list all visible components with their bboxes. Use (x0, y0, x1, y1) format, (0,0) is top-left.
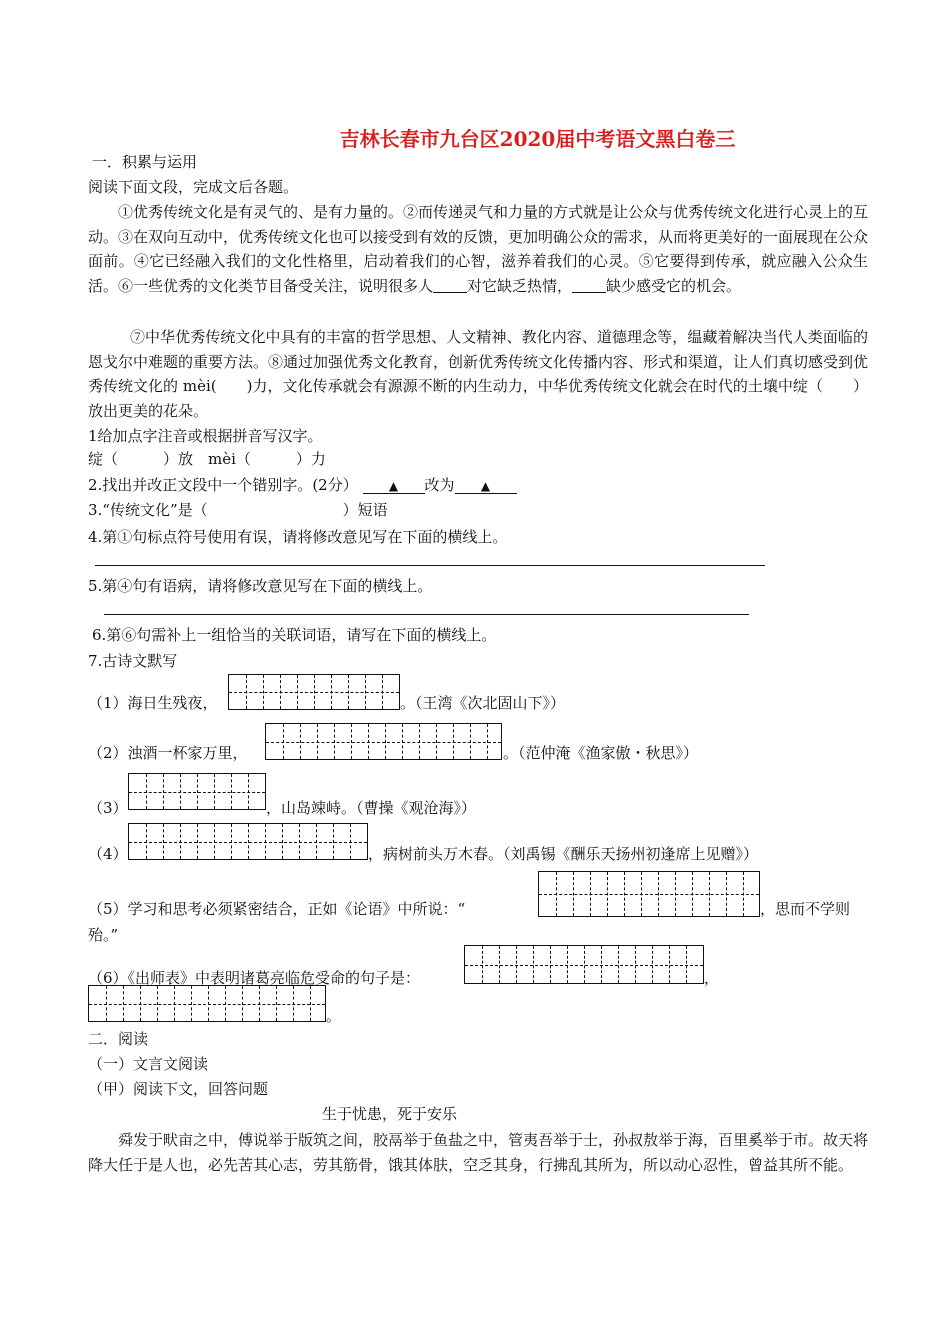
question-1-line: 绽（ ）放 mèi（ ）力 (88, 450, 326, 468)
document-title: 吉林长春市九台区2020届中考语文黑白卷三 (339, 127, 736, 151)
answer-line-4[interactable] (95, 565, 765, 566)
para1-text-c: 缺少感受它的机会。 (606, 276, 742, 295)
passage-paragraph-2: ⑦中华优秀传统文化中具有的丰富的哲学思想、人文精神、教化内容、道德理念等，缊藏着解决当代人类面临的恩戈尔中难题的重要方法。⑧通过加强优秀文化教育，创新优秀传统文化传播内容、形式和渠道，让人们真切感受到优秀传统文化的 mèi( )力，文化传承就会有源源不断的内生动力，中华优秀传统文化就会在时代的土壤中绽（ ）放出更美的花朵。 (88, 328, 869, 420)
passage-paragraph-1 (88, 200, 868, 298)
answer-grid-6b[interactable] (88, 985, 326, 1022)
question-1: 1给加点字注音或根据拼音写汉字。 (88, 427, 323, 445)
question-4: 4.第①句标点符号使用有误，请将修改意见写在下面的横线上。 (88, 528, 508, 546)
essay-body: 舜发于畎亩之中，傅说举于版筑之间，胶鬲举于鱼盐之中，管夷吾举于士，孙叔敖举于海，百里奚举于市。故天将降大任于是人也，必先苦其心志，劳其筋骨，饿其体肤，空乏其身，行拂乱其所为，所以动心忍性，曾益其所不能。 (88, 1131, 869, 1174)
essay-title: 生于忧患，死于安乐 (322, 1105, 458, 1123)
para1-text: ①优秀传统文化是有灵气的、是有力量的。②而传递灵气和力量的方式就是让公众与优秀传统文化进行心灵上的互动。③在双向互动中，优秀传统文化也可以接受到有效的反馈，更加明确公众的需求，从而将更美好的一面展现在公众面前。④它已经融入我们的文化性格里，启动着我们的心智，滋养着我们的心灵。⑤它要得到传承，就应融入公众生活。⑥一些优秀的文化类节目备受关注，说明很多人 (88, 203, 869, 295)
answer-blank-right[interactable]: ▲ (455, 479, 517, 494)
poem-5-prefix: （5）学习和思考必须紧密结合，正如《论语》中所说：“ (88, 900, 466, 918)
answer-blank-wrong[interactable]: ▲ (363, 479, 425, 494)
poem-4-source: ，病树前头万木春。（刘禹锡《酬乐天扬州初逢席上见赠》） (368, 845, 759, 863)
poem-2-source: 。（范仲淹《渔家傲・秋思》） (503, 744, 699, 762)
question-7: 7.古诗文默写 (88, 652, 178, 670)
poem-1-source: 。（王湾《次北固山下》） (400, 694, 566, 712)
poem-6-comma: ， (704, 969, 720, 987)
answer-grid-5[interactable] (538, 871, 760, 917)
question-6: 6.第⑥句需补上一组恰当的关联词语，请写在下面的横线上。 (92, 626, 497, 644)
poem-2-prefix: （2）浊酒一杯家万里， (88, 744, 248, 762)
question-2-change: 改为 (424, 476, 455, 494)
poem-3-prefix: （3） (88, 799, 128, 817)
question-2 (88, 474, 517, 496)
poem-6-end: 。 (326, 1007, 342, 1025)
answer-blank[interactable] (572, 278, 606, 293)
question-2-text: 2.找出并改正文段中一个错别字。(2分） (88, 476, 358, 494)
section1-intro: 阅读下面文段，完成文后各题。 (88, 178, 299, 196)
answer-blank[interactable] (433, 278, 467, 293)
poem-5-end: 殆。” (88, 926, 119, 944)
para1-text-b: 对它缺乏热情， (467, 276, 573, 295)
answer-grid-6a[interactable] (464, 945, 704, 984)
poem-6-prefix: （6）《出师表》中表明诸葛亮临危受命的句子是： (88, 969, 421, 987)
answer-grid-1[interactable] (228, 674, 400, 710)
section2-heading: 二．阅读 (88, 1030, 149, 1048)
answer-grid-4[interactable] (128, 823, 368, 860)
poem-3-source: ，山岛竦峙。（曹操《观沧海》） (266, 799, 477, 817)
answer-grid-3[interactable] (128, 773, 266, 810)
poem-4-prefix: （4） (88, 845, 128, 863)
question-5: 5.第④句有语病，请将修改意见写在下面的横线上。 (88, 577, 433, 595)
section2-sub2: （甲）阅读下文，回答问题 (88, 1080, 269, 1098)
question-3: 3.“传统文化”是（ ）短语 (88, 501, 388, 519)
answer-line-5[interactable] (104, 614, 749, 615)
answer-grid-2[interactable] (265, 723, 502, 760)
section2-sub1: （一）文言文阅读 (88, 1055, 209, 1073)
poem-5-suffix: ，思而不学则 (760, 900, 851, 918)
poem-1-prefix: （1）海日生残夜， (88, 694, 218, 712)
section1-heading: 一．积累与运用 (92, 153, 198, 171)
